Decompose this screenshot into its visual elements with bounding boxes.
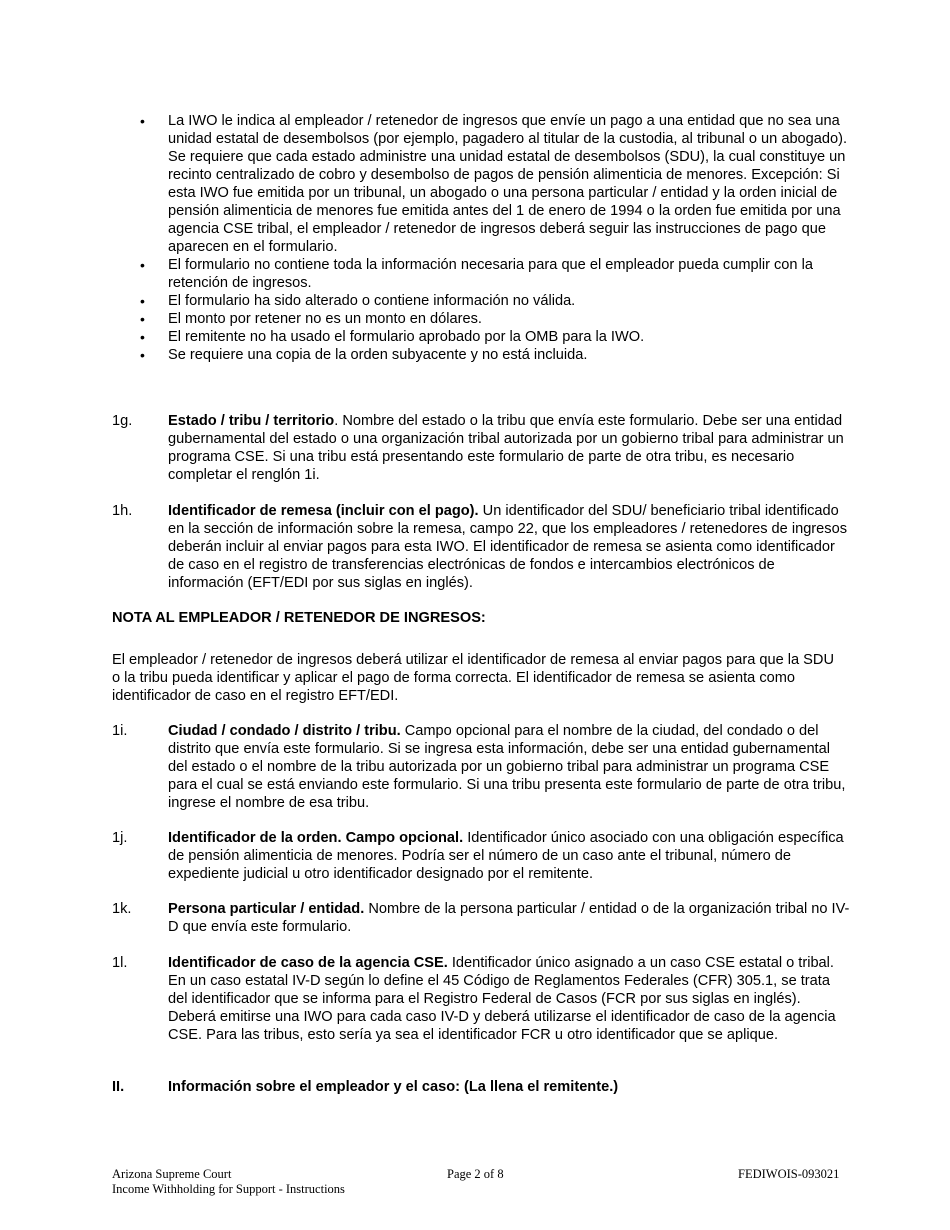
- item-1l: [112, 954, 852, 1044]
- item-number: 1g.: [112, 413, 133, 429]
- item-title: Identificador de caso de la agencia CSE.: [168, 955, 448, 971]
- item-number: 1l.: [112, 955, 128, 971]
- item-1j: [112, 829, 852, 883]
- list-item: • La IWO le indica al empleador / retenedor de ingresos que envíe un pago a una entidad que no sea una unidad estatal de desembolsos (por ejemplo, pagadero al titular de la custodia, al tribunal o un abogado). Se requiere que cada estado administre una unidad estatal de desembolsos (SDU), la cual constituye un recinto centralizado de cobro y desembolso de pagos de pensión alimenticia de menores. Excepción: Si esta IWO fue emitida por un tribunal, un abogado o una persona particular / entidad y la orden inicial de pensión alimenticia de menores fue emitida antes del 1 de enero de 1994 o la orden fue emitida por una agencia CSE tribal, el empleador / retenedor de ingresos deberá seguir las instrucciones de pago que aparecen en el formulario.: [140, 113, 848, 255]
- footer-org: Arizona Supreme Court: [112, 1167, 232, 1181]
- bullet-icon: •: [140, 329, 145, 345]
- item-number: 1j.: [112, 830, 128, 846]
- section-ii-heading: [112, 1078, 852, 1096]
- item-1g: [112, 412, 852, 484]
- footer-doc-title: Income Withholding for Support - Instructions: [112, 1182, 345, 1196]
- item-text: Un identificador del SDU/ beneficiario tribal identificado en la sección de información sobre la remesa, campo 22, que los empleadores / retenedores de ingresos deberán incluir al enviar pagos para esta IWO. El identificador de remesa se asienta como identificador de caso en el registro de transferencias electrónicas de fondos e intercambios electrónicos de información (EFT/EDI por sus siglas en inglés).: [168, 503, 847, 591]
- footer-page-number: Page 2 of 8: [447, 1167, 504, 1181]
- bullet-icon: •: [140, 257, 145, 273]
- item-title: Persona particular / entidad.: [168, 901, 365, 917]
- bullet-icon: •: [140, 311, 145, 327]
- item-1i: [112, 722, 852, 812]
- item-text: Identificador único asignado a un caso CSE estatal o tribal. En un caso estatal IV-D según lo define el 45 Código de Reglamentos Federales (CFR) 305.1, se trata del identificador que se informa para el Registro Federal de Casos (FCR por sus siglas en inglés). Deberá emitirse una IWO para cada caso IV-D y deberá utilizarse el identificador de caso de la agencia CSE. Para las tribus, esto sería ya sea el identificador FCR u otro identificador que se aplique.: [168, 955, 836, 1043]
- item-text: . Nombre del estado o la tribu que envía este formulario. Debe ser una entidad gubernamental del estado o una organización tribal autorizada por un gobierno tribal para administrar un programa CSE. Si una tribu está presentando este formulario de parte de otra tribu, es necesario completar el renglón 1i.: [168, 413, 844, 483]
- note-heading: NOTA AL EMPLEADOR / RETENEDOR DE INGRESOS:: [112, 610, 486, 626]
- list-item: • El formulario no contiene toda la información necesaria para que el empleador pueda cumplir con la retención de ingresos.: [140, 257, 813, 291]
- bullet-icon: •: [140, 113, 145, 129]
- list-item: • El remitente no ha usado el formulario aprobado por la OMB para la IWO.: [140, 329, 645, 345]
- item-number: 1i.: [112, 723, 128, 739]
- list-item: • El monto por retener no es un monto en dólares.: [140, 311, 482, 327]
- item-text: Nombre de la persona particular / entidad o de la organización tribal no IV-D que envía este formulario.: [168, 901, 850, 935]
- bullet-icon: •: [140, 347, 145, 363]
- item-title: Ciudad / condado / distrito / tribu.: [168, 723, 401, 739]
- footer-left: [112, 1167, 345, 1197]
- bullet-list: [138, 112, 850, 364]
- section-title: Información sobre el empleador y el caso: (La llena el remitente.): [168, 1079, 619, 1095]
- footer-form-id: FEDIWOIS-093021: [738, 1167, 840, 1181]
- item-text: Identificador único asociado con una obligación específica de pensión alimenticia de menores. Podría ser el número de un caso ante el tribunal, número de expediente judicial u otro identificador designado por el remitente.: [168, 830, 844, 882]
- item-title: Identificador de la orden. Campo opcional.: [168, 830, 464, 846]
- bullet-icon: •: [140, 293, 145, 309]
- list-item: • El formulario ha sido alterado o contiene información no válida.: [140, 293, 576, 309]
- item-number: 1k.: [112, 901, 132, 917]
- item-text: Campo opcional para el nombre de la ciudad, del condado o del distrito que envía este formulario. Si se ingresa esta información, debe ser una entidad gubernamental del estado o el nombre de la tribu autorizada por un gobierno tribal para administrar un programa CSE para el cual se está enviando este formulario. Si una tribu presenta este formulario de parte de otra tribu, ingrese el nombre de esa tribu.: [168, 723, 846, 811]
- item-title: Identificador de remesa (incluir con el pago).: [168, 503, 479, 519]
- list-item: • Se requiere una copia de la orden subyacente y no está incluida.: [140, 347, 588, 363]
- item-title: Estado / tribu / territorio: [168, 413, 335, 429]
- item-number: 1h.: [112, 503, 133, 519]
- section-number: II.: [112, 1079, 125, 1095]
- item-1h: [112, 502, 852, 592]
- item-1k: [112, 900, 852, 936]
- note-paragraph: El empleador / retenedor de ingresos deberá utilizar el identificador de remesa al enviar pagos para que la SDU o la tribu pueda identificar y aplicar el pago de forma correcta. El identificador de remesa se asienta como identificador de caso en el registro EFT/EDI.: [112, 652, 834, 704]
